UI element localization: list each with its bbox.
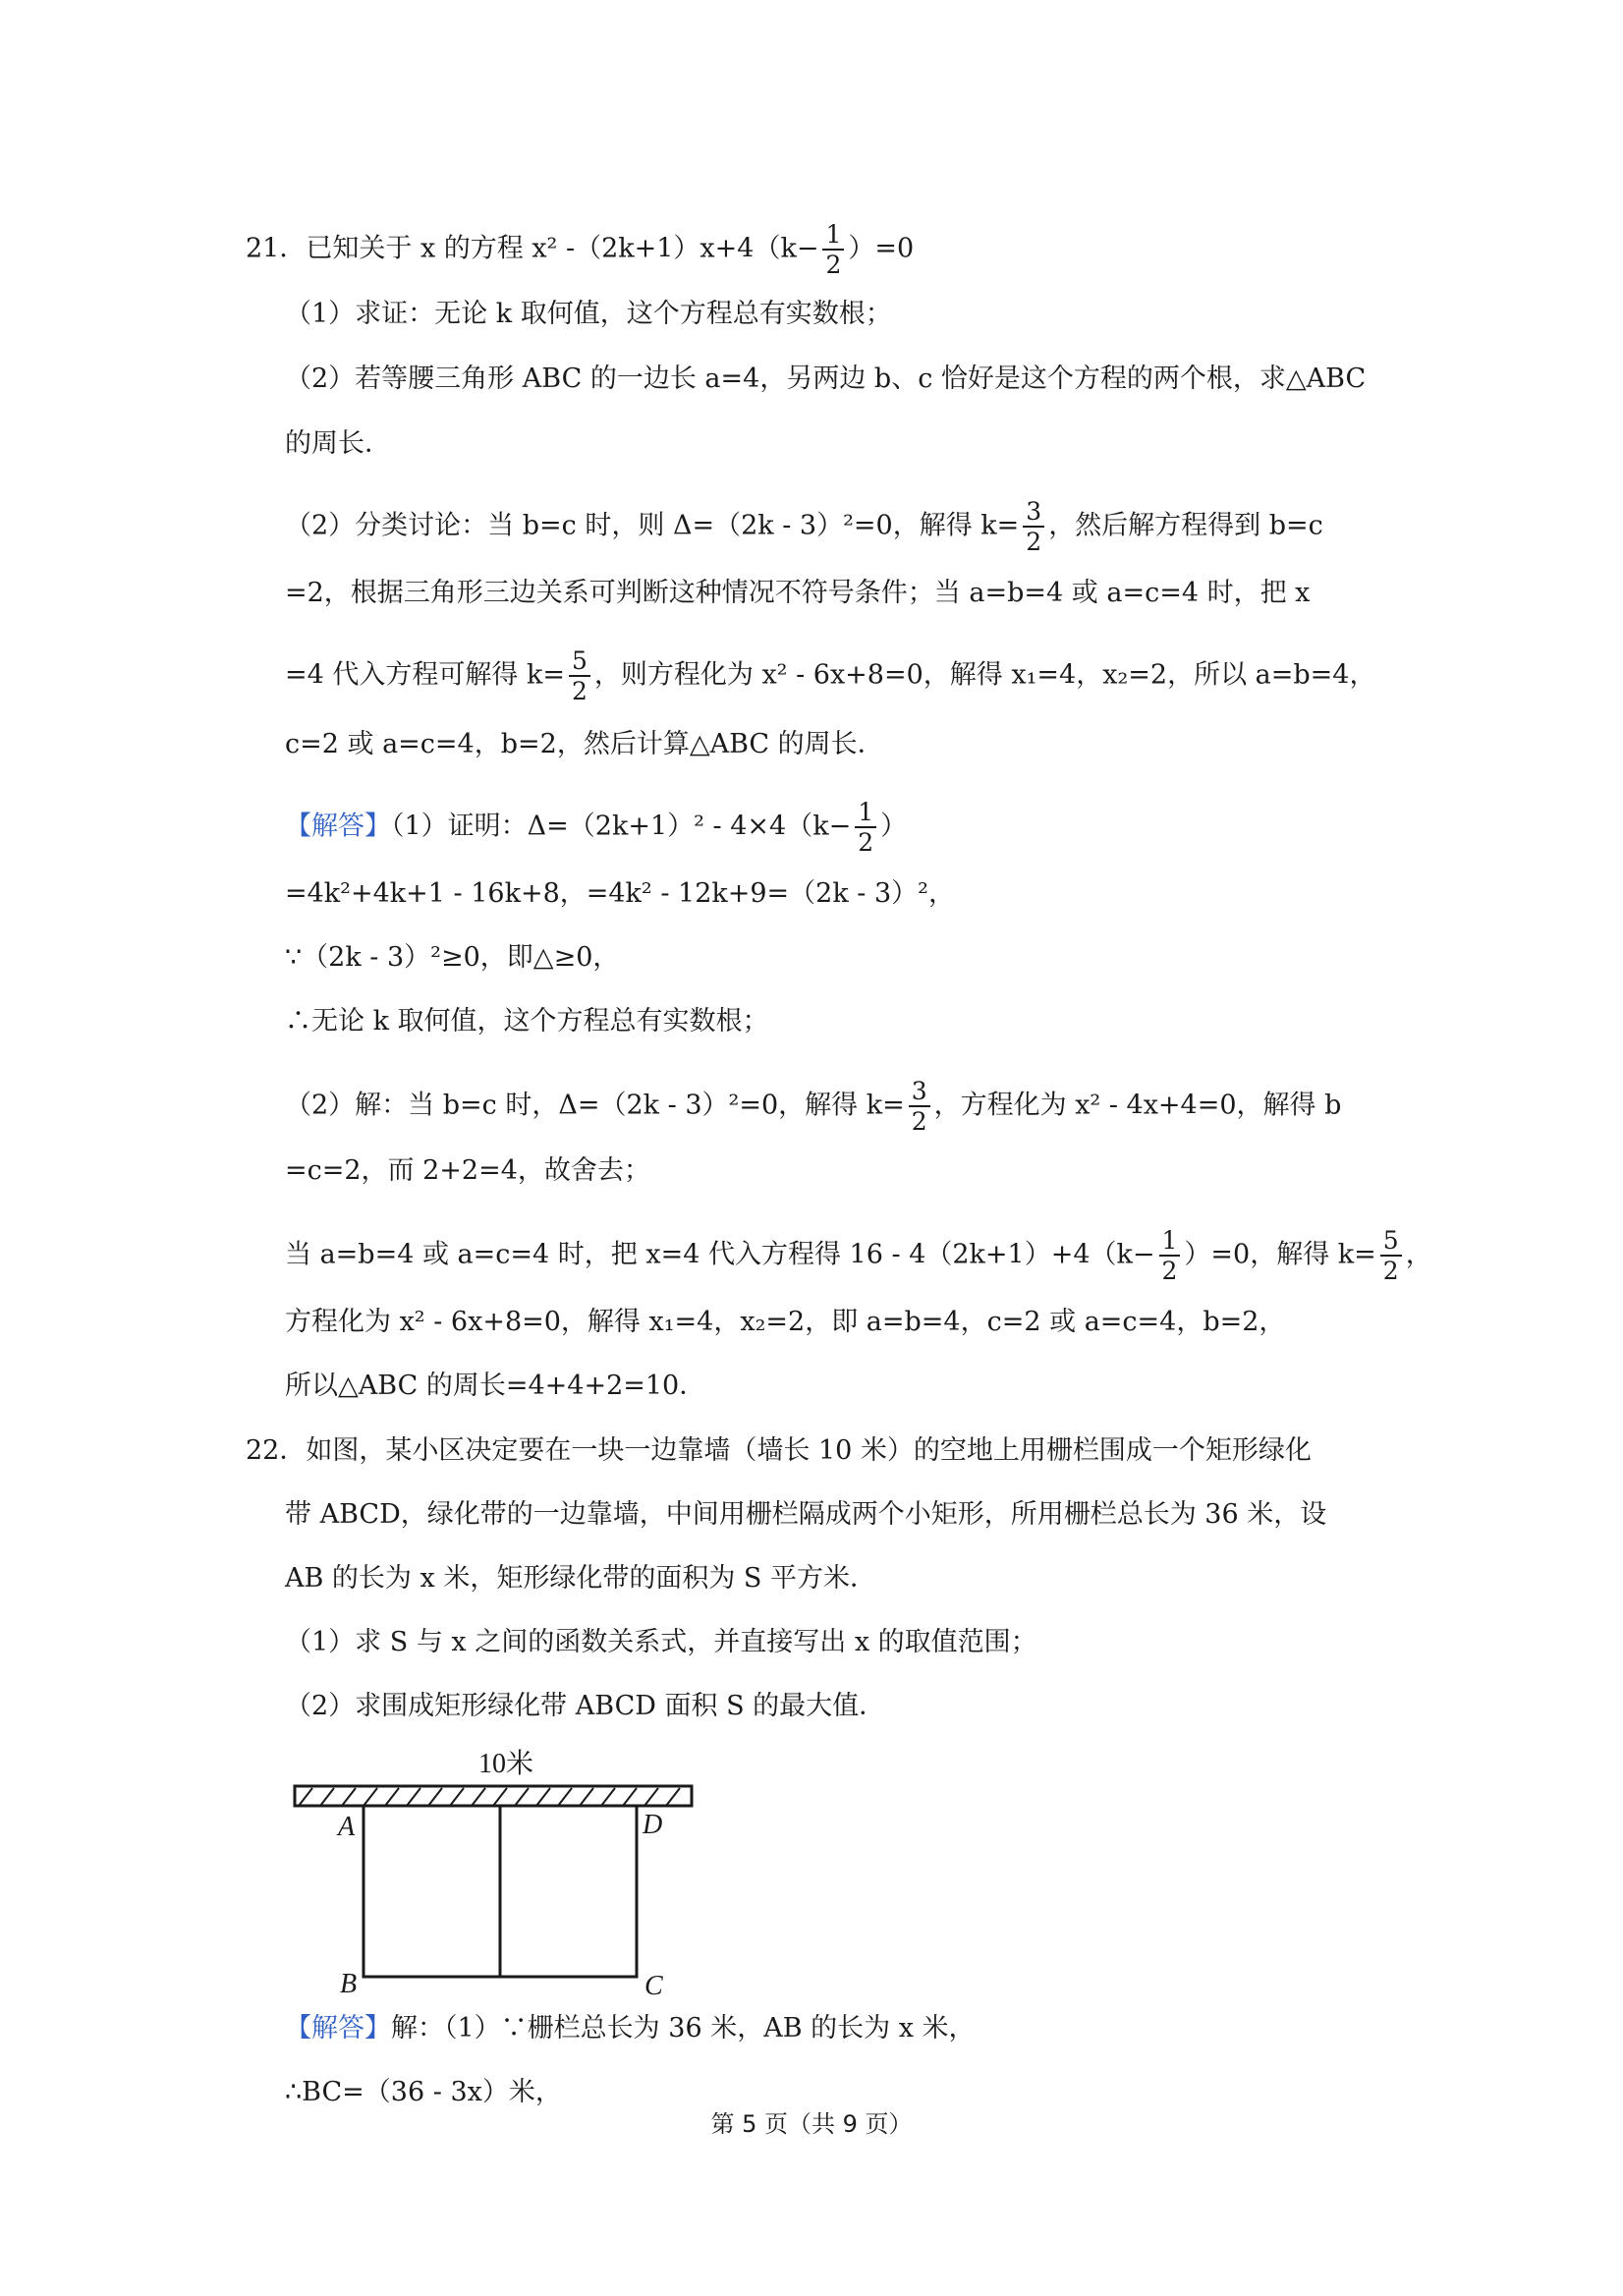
analysis-line-3: =4 代入方程可解得 k= $\frac{5}{2}$ ，则方程化为 x² - 6x+8=0，解得 x₁=4，x₂=2，所以 a=b=4， (285, 646, 1376, 705)
fraction-three-halves: $\frac{3}{2}$ (1023, 499, 1044, 554)
fence-diagram (285, 1739, 707, 2004)
answer-tag: 【解答】 (285, 811, 391, 842)
q22-answer-line-2: ∴BC=（36 - 3x）米， (285, 2077, 562, 2107)
fence (364, 1806, 637, 1977)
q22-stem-1: 22．如图，某小区决定要在一块一边靠墙（墙长 10 米）的空地上用栅栏围成一个矩形绿化 (246, 1435, 1312, 1466)
q21-part1: （1）求证：无论 k 取何值，这个方程总有实数根； (285, 299, 892, 329)
analysis-line-4: c=2 或 a=c=4，b=2，然后计算△ABC 的周长． (285, 729, 884, 759)
q21-stem-text: 21．已知关于 x 的方程 x² -（2k+1）x+4（k− (246, 233, 819, 264)
q21-part2: （2）若等腰三角形 ABC 的一边长 a=4，另两边 b、c 恰好是这个方程的两个根，求△ABC (285, 364, 1367, 394)
point-b-label: B (340, 1969, 358, 1999)
answer-line-8: 方程化为 x² - 6x+8=0，解得 x₁=4，x₂=2，即 a=b=4，c=2 或 a=c=4，b=2， (285, 1307, 1286, 1337)
answer-tag: 【解答】 (285, 2013, 391, 2044)
answer-line-1: 【解答】（1）证明：Δ=（2k+1）² - 4×4（k− $\frac{1}{2}$ ） (285, 798, 908, 857)
point-d-label: D (643, 1810, 663, 1840)
wall-length-label: 10米 (477, 1749, 534, 1779)
answer-line-5: （2）解：当 b=c 时，Δ=（2k - 3）²=0，解得 k= $\frac{3}{2}$ ，方程化为 x² - 4x+4=0，解得 b (285, 1077, 1342, 1136)
answer-line-7: 当 a=b=4 或 a=c=4 时，把 x=4 代入方程得 16 - 4（2k+1）+4（k− $\frac{1}{2}$ ）=0，解得 k= $\frac{5}{2}$ ， (285, 1226, 1432, 1285)
fraction-three-halves: $\frac{3}{2}$ (909, 1079, 930, 1134)
answer-line-6: =c=2，而 2+2=4，故舍去； (285, 1155, 650, 1186)
answer-line-4: ∴无论 k 取何值，这个方程总有实数根； (285, 1006, 769, 1036)
fraction-five-halves: $\frac{5}{2}$ (1380, 1228, 1402, 1283)
analysis-line-1: （2）分类讨论：当 b=c 时，则 Δ=（2k - 3）²=0，解得 k= $\frac{3}{2}$ ，然后解方程得到 b=c (285, 497, 1323, 556)
point-a-label: A (338, 1812, 356, 1842)
point-c-label: C (644, 1971, 663, 2001)
answer-line-9: 所以△ABC 的周长=4+4+2=10． (285, 1371, 706, 1401)
analysis-line-2: =2，根据三角形三边关系可判断这种情况不符号条件；当 a=b=4 或 a=c=4 时，把 x (285, 578, 1311, 608)
q22-part2: （2）求围成矩形绿化带 ABCD 面积 S 的最大值． (285, 1691, 886, 1721)
answer-line-3: ∵（2k - 3）²≥0，即△≥0， (285, 942, 620, 973)
q21-part2-cont: 的周长． (285, 428, 391, 459)
q22-answer-line-1: 【解答】解：（1）∵栅栏总长为 36 米，AB 的长为 x 米， (285, 2013, 976, 2044)
wall-hatching (299, 1788, 680, 1806)
q22-part1: （1）求 S 与 x 之间的函数关系式，并直接写出 x 的取值范围； (285, 1627, 1037, 1657)
fraction-five-halves: $\frac{5}{2}$ (569, 648, 590, 703)
fraction-one-half: $\frac{1}{2}$ (822, 222, 844, 277)
q21-stem: 21．已知关于 x 的方程 x² -（2k+1）x+4（k− $\frac{1}{2}$ ）=0 (246, 220, 915, 279)
page-footer: 第 5 页（共 9 页） (710, 2110, 913, 2138)
fraction-one-half: $\frac{1}{2}$ (1159, 1228, 1181, 1283)
fraction-one-half: $\frac{1}{2}$ (855, 800, 876, 855)
answer-line-2: =4k²+4k+1 - 16k+8，=4k² - 12k+9=（2k - 3）²， (285, 878, 956, 909)
q22-stem-3: AB 的长为 x 米，矩形绿化带的面积为 S 平方米． (285, 1563, 876, 1594)
q22-stem-2: 带 ABCD，绿化带的一边靠墙，中间用栅栏隔成两个小矩形，所用栅栏总长为 36 米，设 (285, 1499, 1327, 1530)
